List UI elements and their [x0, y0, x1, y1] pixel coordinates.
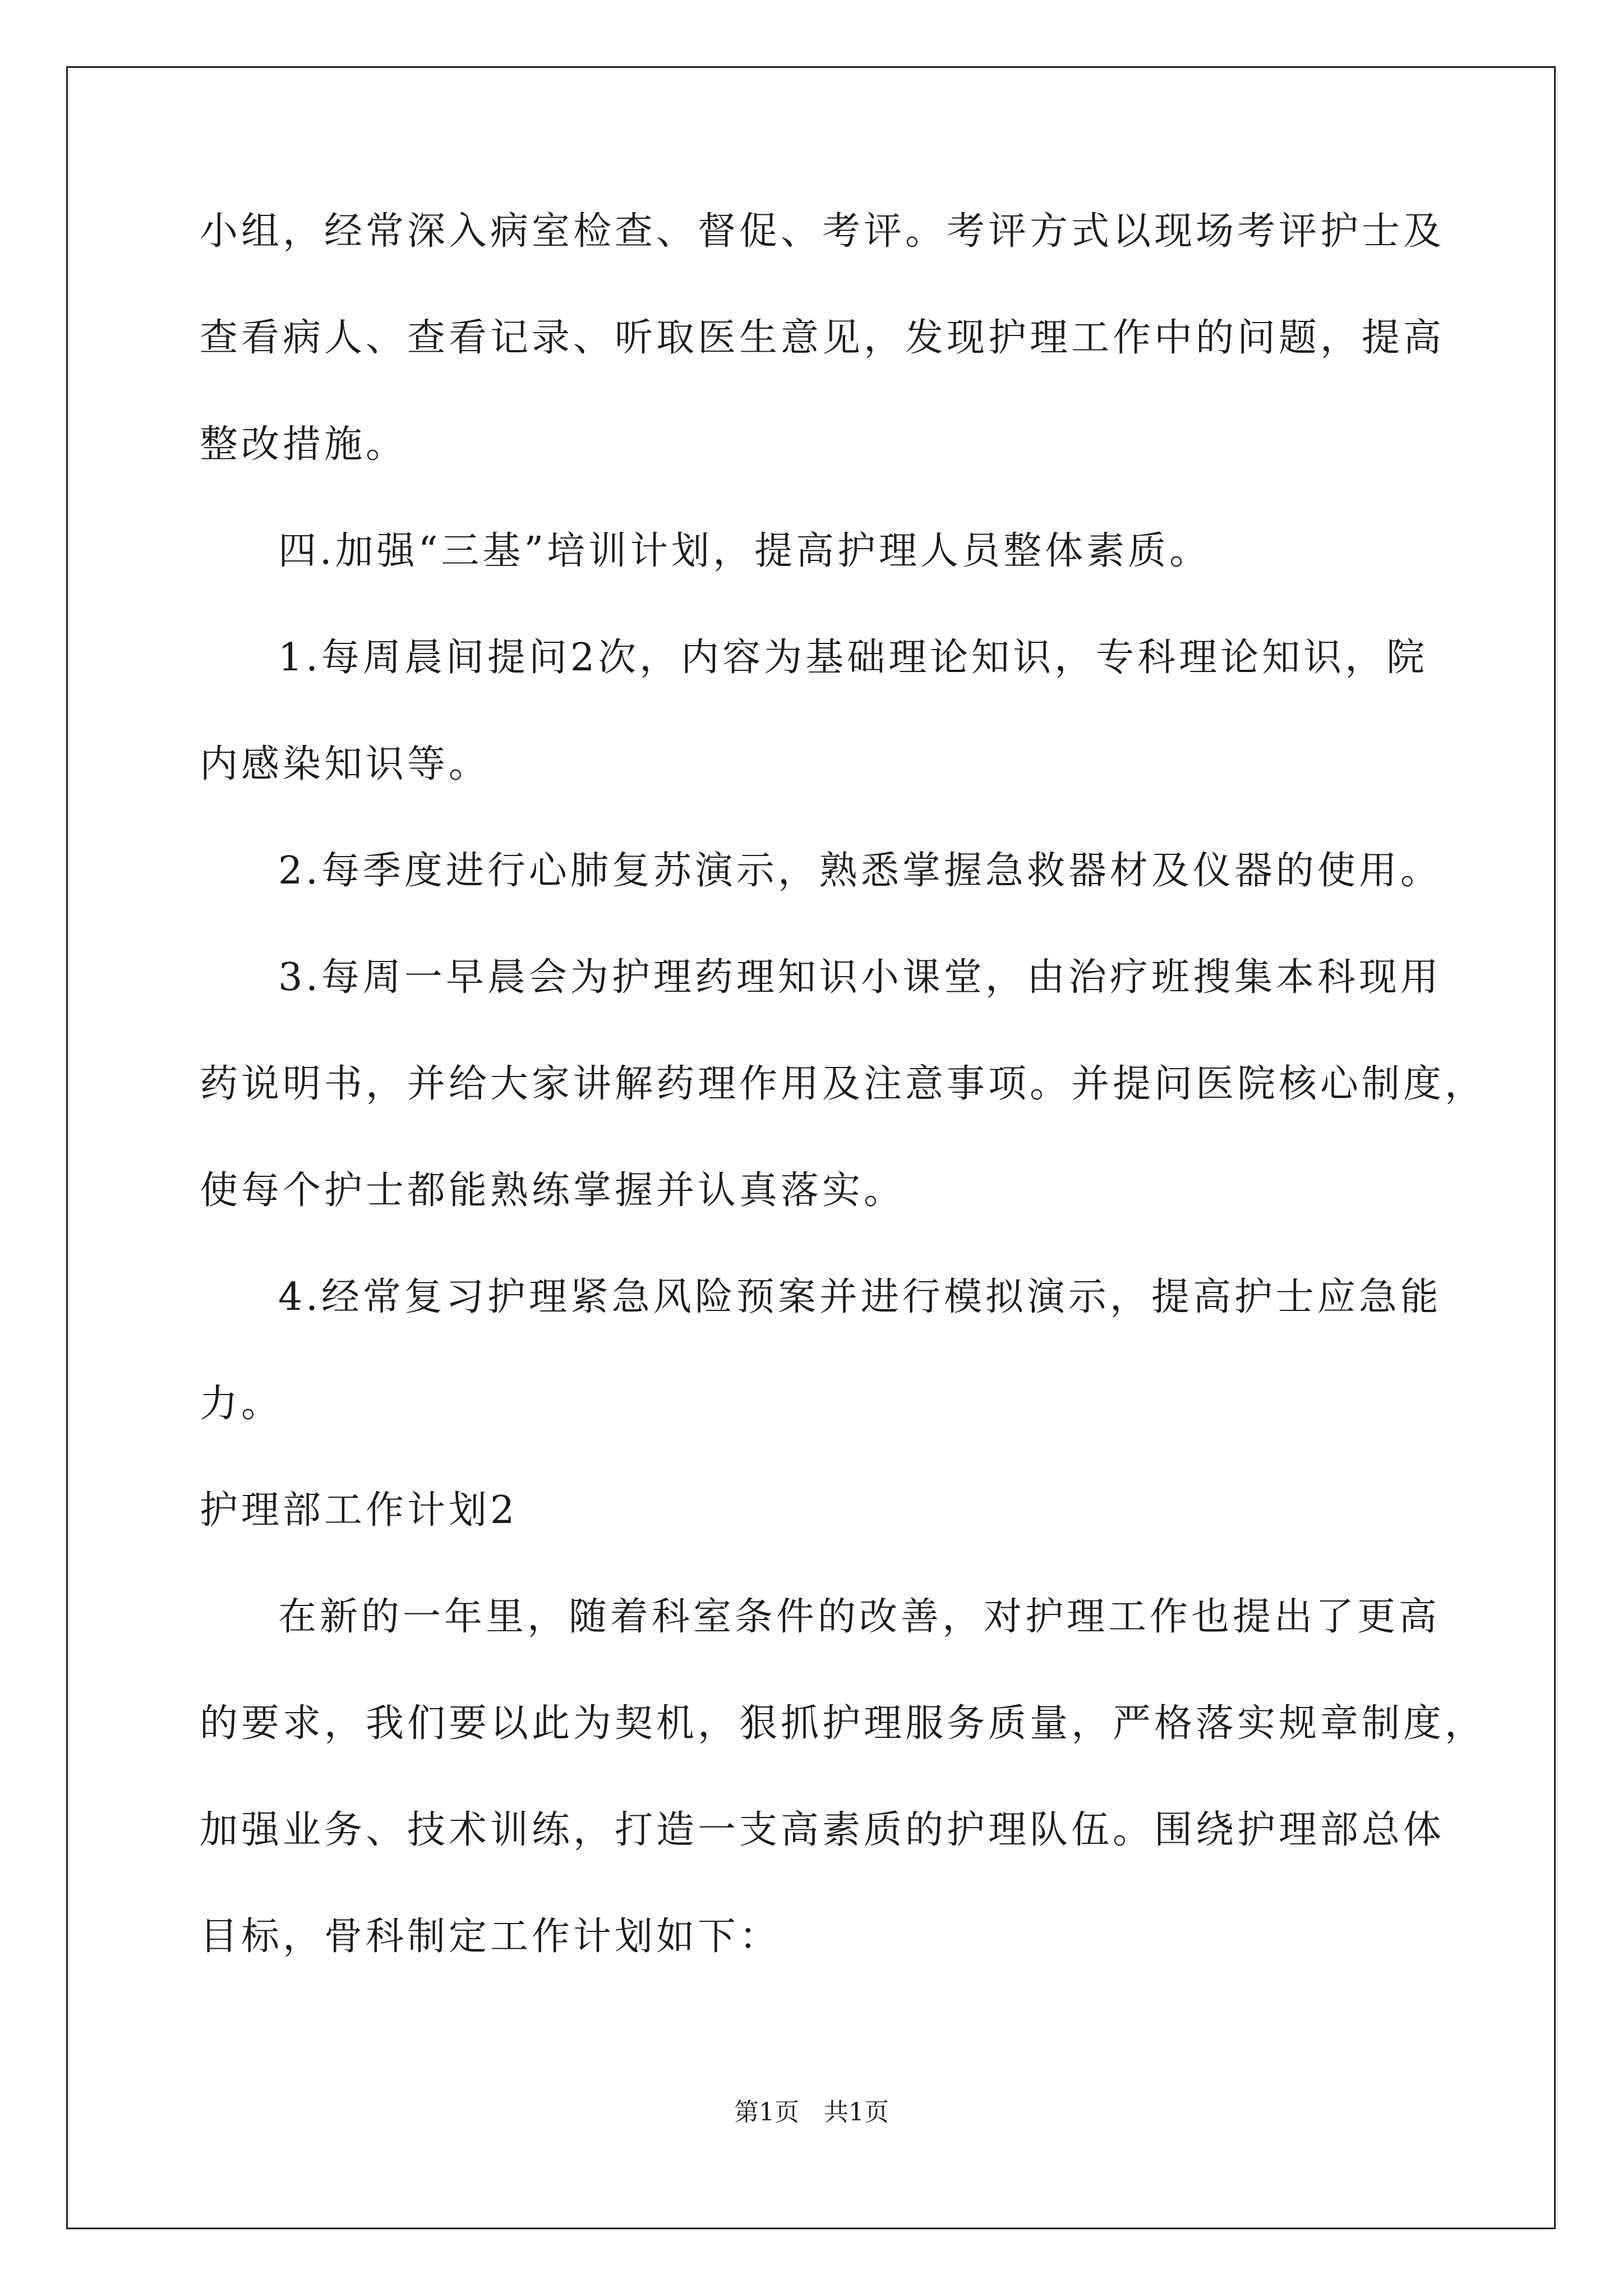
- text-line: 2.每季度进行心肺复苏演示，熟悉掌握急救器材及仪器的使用。: [278, 849, 1442, 893]
- text-line: 药说明书，并给大家讲解药理作用及注意事项。并提问医院核心制度，: [200, 1062, 1487, 1106]
- page-footer: 第1页 共1页: [734, 2098, 889, 2127]
- text-line: 的要求，我们要以此为契机，狠抓护理服务质量，严格落实规章制度，: [200, 1701, 1487, 1746]
- text-line: 在新的一年里，随着科室条件的改善，对护理工作也提出了更高: [278, 1595, 1441, 1639]
- text-line: 力。: [200, 1382, 283, 1426]
- text-line: 加强业务、技术训练，打造一支高素质的护理队伍。围绕护理部总体: [200, 1808, 1445, 1852]
- page-border: [66, 66, 1556, 2229]
- section-heading: 四.加强“三基”培训计划，提高护理人员整体素质。: [278, 529, 1211, 573]
- text-line: 4.经常复习护理紧急风险预案并进行模拟演示，提高护士应急能: [278, 1275, 1442, 1319]
- text-line: 使每个护士都能熟练掌握并认真落实。: [200, 1168, 906, 1213]
- text-line: 3.每周一早晨会为护理药理知识小课堂，由治疗班搜集本科现用: [278, 955, 1442, 1000]
- text-line: 目标，骨科制定工作计划如下：: [200, 1915, 781, 1959]
- document-subtitle: 护理部工作计划2: [200, 1488, 518, 1533]
- text-line: 查看病人、查看记录、听取医生意见，发现护理工作中的问题，提高: [200, 316, 1445, 360]
- text-line: 内感染知识等。: [200, 742, 491, 786]
- text-line: 整改措施。: [200, 422, 408, 467]
- text-line: 小组，经常深入病室检查、督促、考评。考评方式以现场考评护士及: [200, 209, 1445, 254]
- text-line: 1.每周晨间提问2次，内容为基础理论知识，专科理论知识，院: [278, 636, 1428, 680]
